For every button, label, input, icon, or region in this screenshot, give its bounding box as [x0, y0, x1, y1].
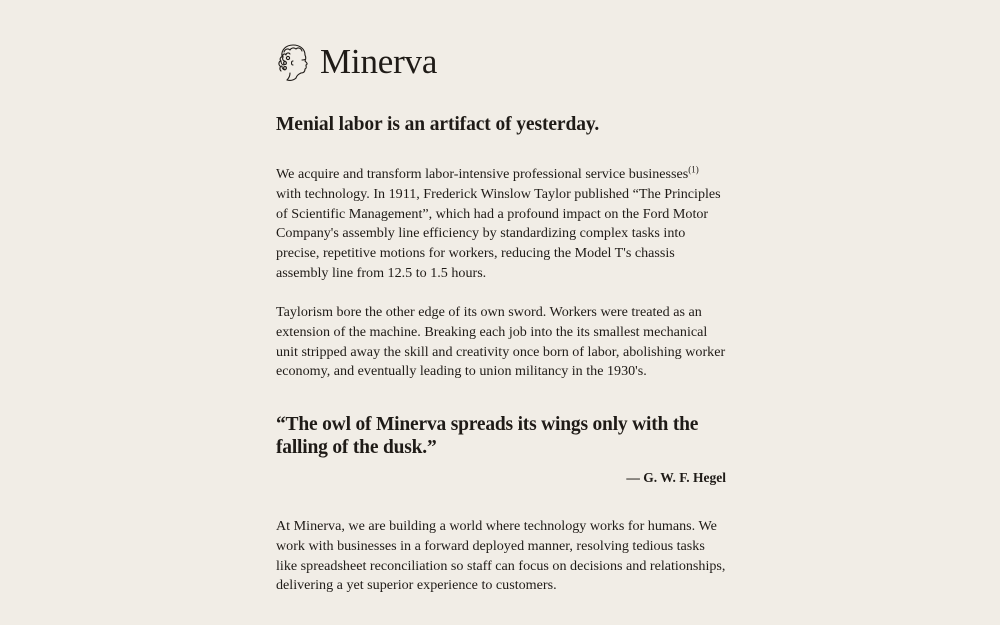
brand-logo[interactable]	[276, 42, 437, 82]
page-title: Menial labor is an artifact of yesterday.	[276, 114, 600, 135]
intro-text-start: We acquire and transform labor-intensive professional service businesses	[276, 166, 689, 182]
minerva-head-icon	[276, 42, 312, 82]
mission-paragraph: At Minerva, we are building a world where technology works for humans. We work with businesses in a forward deployed manner, resolving tedious tasks like spreadsheet reconciliation so staff can focus on decisions and relationships, delivering a yet superior experience to customers.	[276, 518, 726, 594]
footnote-link[interactable]: (1)	[688, 164, 699, 175]
intro-text-end: with technology. In 1911, Frederick Winslow Taylor published “The Principles of Scientific Management”, which had a profound impact on the Ford Motor Company's assembly line efficiency by standardizing complex tasks into precise, repetitive motions for workers, reducing the Model T's chassis assembly line from 12.5 to 1.5 hours.	[276, 185, 721, 281]
intro-paragraph	[276, 165, 726, 284]
taylorism-paragraph: Taylorism bore the other edge of its own sword. Workers were treated as an extension of the machine. Breaking each job into the its smallest mechanical unit stripped away the skill and creativity once born of labor, abolishing worker economy, and eventually leading to union militancy in the 1930's.	[276, 304, 726, 380]
quote-attribution: — G. W. F. Hegel	[626, 470, 726, 485]
brand-name: Minerva	[320, 42, 438, 81]
hegel-quote: “The owl of Minerva spreads its wings only with the falling of the dusk.”	[276, 414, 699, 458]
